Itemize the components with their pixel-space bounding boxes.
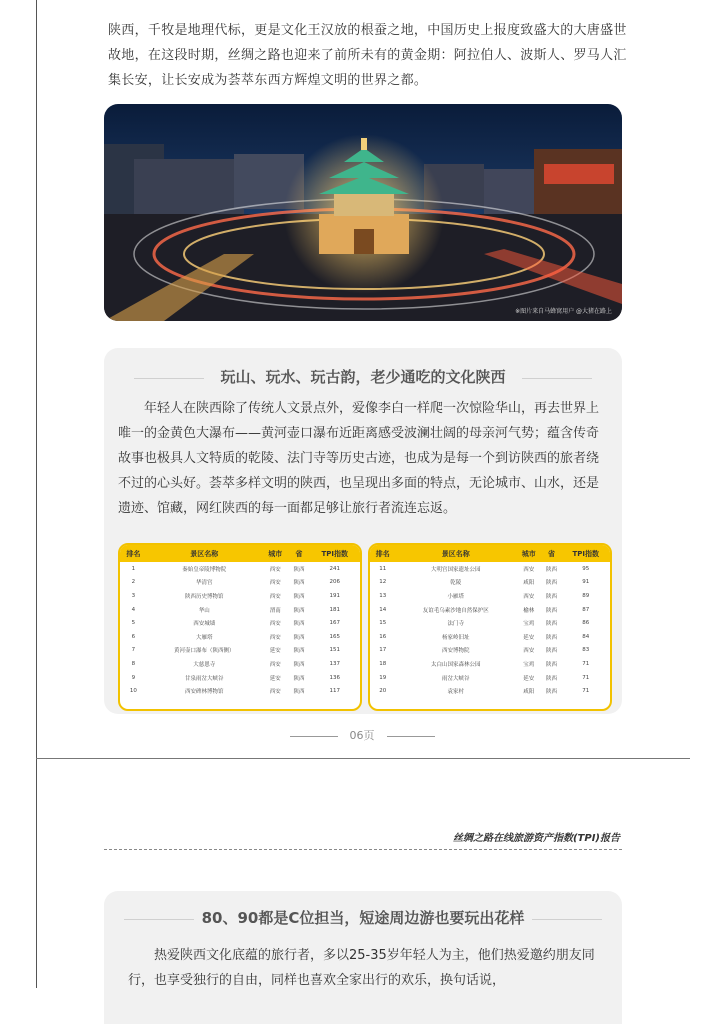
table-row <box>370 589 610 603</box>
table-row <box>370 630 610 644</box>
table-cell: 大慈恩寺 <box>193 661 216 668</box>
bell-tower-night-photo <box>104 104 622 321</box>
table-cell: 13 <box>379 592 387 599</box>
table-cell: 181 <box>329 606 340 613</box>
table-cell: 延安 <box>523 675 535 682</box>
table-cell: 7 <box>131 647 136 654</box>
table-cell: 陕西 <box>293 689 305 696</box>
table-cell: 袁家村 <box>447 689 464 696</box>
table-cell: 陕西 <box>546 607 558 614</box>
table-cell: 14 <box>379 606 387 613</box>
table-cell: 渭南 <box>269 607 281 614</box>
table-cell: 165 <box>329 633 340 640</box>
table-cell: 陕西 <box>293 661 305 668</box>
table-row <box>120 657 360 671</box>
table-cell: 10 <box>129 688 137 695</box>
ranking-table-left <box>118 543 362 711</box>
table-cell: 陕西 <box>546 580 558 587</box>
table-cell: 甘泉雨岔大峡谷 <box>185 675 224 682</box>
table-cell: 4 <box>131 606 136 613</box>
ranking-table-right <box>368 543 612 711</box>
table-row <box>370 562 610 576</box>
page-number-text: 06页 <box>349 729 375 742</box>
table-cell: 西安 <box>269 566 281 573</box>
table-cell: 20 <box>379 688 387 695</box>
table-cell: 151 <box>329 647 340 654</box>
table-row <box>120 644 360 658</box>
table-cell: 华清宫 <box>196 580 213 587</box>
table-cell: 83 <box>582 647 590 654</box>
table-cell: 西安博物院 <box>441 648 470 655</box>
table-header: 省 <box>289 545 310 562</box>
table-cell: 1 <box>131 565 136 572</box>
table-row <box>370 616 610 630</box>
table-header: 排名 <box>370 545 396 562</box>
table-cell: 陕西 <box>293 648 305 655</box>
table-row <box>370 603 610 617</box>
table-row <box>120 603 360 617</box>
table-cell: 法门寺 <box>447 621 464 628</box>
table-header: 景区名称 <box>147 545 262 562</box>
pager-dash-left <box>290 736 338 737</box>
table-row <box>370 644 610 658</box>
table-cell: 陕西 <box>293 580 305 587</box>
table-header: 城市 <box>516 545 542 562</box>
table-cell: 咸阳 <box>523 580 535 587</box>
table-row <box>120 562 360 576</box>
table-cell: 191 <box>329 592 340 599</box>
table-cell: 西安 <box>269 593 281 600</box>
table-cell: 89 <box>582 592 590 599</box>
table-row <box>120 576 360 590</box>
table-cell: 陕西 <box>293 621 305 628</box>
table-cell: 西安 <box>523 566 535 573</box>
page-number <box>0 727 724 743</box>
table-cell: 延安 <box>269 675 281 682</box>
table-cell: 241 <box>329 565 340 572</box>
table-header: 排名 <box>120 545 147 562</box>
photo-credit: ※图片来自马蜂窝用户 @大猪在路上 <box>515 308 612 315</box>
table-cell: 12 <box>379 579 387 586</box>
section2-body: 热爱陕西文化底蕴的旅行者，多以25-35岁年轻人为主，他们热爱邀约朋友同行，也享受独行的自由，同样也喜欢全家出行的欢乐，换句话说， <box>128 948 595 988</box>
table-cell: 陕西 <box>293 607 305 614</box>
table-cell: 陕西 <box>546 593 558 600</box>
header-dashed-rule <box>104 849 622 850</box>
table-cell: 86 <box>582 620 590 627</box>
report-title: 丝绸之路在线旅游资产指数(TPI)报告 <box>452 833 620 844</box>
table-cell: 17 <box>379 647 387 654</box>
table-cell: 小雁塔 <box>447 593 464 600</box>
table-cell: 陕西 <box>546 621 558 628</box>
table-cell: 71 <box>582 688 590 695</box>
table-cell: 3 <box>131 592 136 599</box>
table-row <box>120 671 360 685</box>
table-cell: 16 <box>379 633 387 640</box>
table-cell: 宝鸡 <box>523 621 535 628</box>
table-cell: 宝鸡 <box>523 661 535 668</box>
section-body: 年轻人在陕西除了传统人文景点外，爱像李白一样爬一次惊险华山，再去世界上唯一的金黄色大瀑布——黄河壶口瀑布近距离感受波澜壮阔的母亲河气势；蕴含传奇故事也极具人文特质的乾陵、法门寺等历史古迹，也成为是每一个到访陕西的旅者绕不过的心头好。荟萃多样文明的陕西，也呈现出多面的特点，无论城市、山水，还是遗迹、馆藏，网红陕西的每一面都足够让旅行者流连忘返。 <box>118 401 600 516</box>
table-cell: 延安 <box>269 648 281 655</box>
table-cell: 西安城墙 <box>193 621 216 628</box>
table-row <box>120 630 360 644</box>
age-section-card <box>104 891 622 1024</box>
table-cell: 71 <box>582 674 590 681</box>
table-header: 景区名称 <box>396 545 516 562</box>
table-cell: 大雁塔 <box>196 634 213 641</box>
table-row <box>370 657 610 671</box>
table-cell: 206 <box>329 579 340 586</box>
table-cell: 陕西 <box>293 634 305 641</box>
table-cell: 71 <box>582 660 590 667</box>
table-cell: 91 <box>582 579 590 586</box>
section2-title: 80、90都是C位担当，短途周边游也要玩出花样 <box>201 909 525 927</box>
table-row <box>120 616 360 630</box>
table-row <box>120 589 360 603</box>
table-cell: 西安 <box>269 689 281 696</box>
table-cell: 5 <box>131 620 136 627</box>
table-cell: 陕西历史博物馆 <box>185 593 224 600</box>
table-cell: 陕西 <box>546 634 558 641</box>
table-cell: 雨岔大峡谷 <box>441 675 470 682</box>
table-cell: 西安 <box>269 634 281 641</box>
table-cell: 18 <box>379 660 387 667</box>
table-cell: 95 <box>582 565 590 572</box>
table-cell: 陕西 <box>546 566 558 573</box>
table-cell: 19 <box>379 674 387 681</box>
table-cell: 11 <box>379 565 387 572</box>
table-cell: 8 <box>131 660 136 667</box>
table-cell: 西安碑林博物馆 <box>185 689 224 696</box>
table-cell: 陕西 <box>293 566 305 573</box>
table-cell: 84 <box>582 633 590 640</box>
page-divider-line <box>36 758 690 759</box>
table-cell: 6 <box>131 633 136 640</box>
table-header: TPI指数 <box>562 545 610 562</box>
table-cell: 9 <box>131 674 136 681</box>
table-cell: 榆林 <box>523 607 535 614</box>
table-cell: 陕西 <box>546 689 558 696</box>
table-row <box>120 684 360 698</box>
table-cell: 友谊毛乌素沙地自然保护区 <box>422 607 489 614</box>
table-header: 城市 <box>262 545 289 562</box>
table-cell: 陕西 <box>546 675 558 682</box>
intro-paragraph: 陕西，千牧是地理代标，更是文化王汉放的根蚕之地，中国历史上报度致盛大的大唐盛世故地，在这段时期，丝绸之路也迎来了前所未有的黄金期：阿拉伯人、波斯人、罗马人汇集长安，让长安成为荟萃东西方辉煌文明的世界之都。 <box>108 23 627 88</box>
table-cell: 大明宫国家遗址公园 <box>430 566 481 573</box>
table-cell: 黄河壶口瀑布（陕西侧） <box>174 648 235 655</box>
culture-section-card <box>104 348 622 714</box>
table-cell: 陕西 <box>546 648 558 655</box>
table-row <box>370 576 610 590</box>
table-cell: 秦始皇帝陵博物院 <box>182 566 227 573</box>
table-cell: 西安 <box>269 621 281 628</box>
table-cell: 陕西 <box>293 593 305 600</box>
table-cell: 西安 <box>269 661 281 668</box>
table-cell: 15 <box>379 620 387 627</box>
left-border-line <box>36 0 37 988</box>
table-cell: 乾陵 <box>450 580 462 587</box>
table-cell: 137 <box>329 660 340 667</box>
table-cell: 117 <box>329 688 340 695</box>
table-cell: 太白山国家森林公园 <box>430 661 481 668</box>
table-header: TPI指数 <box>310 545 361 562</box>
table-cell: 陕西 <box>293 675 305 682</box>
table-cell: 西安 <box>523 593 535 600</box>
table-row <box>370 684 610 698</box>
table-cell: 延安 <box>523 634 535 641</box>
table-cell: 167 <box>329 620 340 627</box>
table-cell: 西安 <box>523 648 535 655</box>
table-cell: 87 <box>582 606 590 613</box>
pager-dash-right <box>387 736 435 737</box>
table-cell: 咸阳 <box>523 689 535 696</box>
table-header: 省 <box>542 545 562 562</box>
table-cell: 杨家岭旧址 <box>441 634 470 641</box>
table-cell: 西安 <box>269 580 281 587</box>
table-cell: 陕西 <box>546 661 558 668</box>
photo-illustration <box>104 104 622 321</box>
table-row <box>370 671 610 685</box>
table-cell: 136 <box>329 674 340 681</box>
section-title: 玩山、玩水、玩古韵，老少通吃的文化陕西 <box>220 368 506 386</box>
table-cell: 华山 <box>198 607 210 614</box>
table-cell: 2 <box>131 579 136 586</box>
